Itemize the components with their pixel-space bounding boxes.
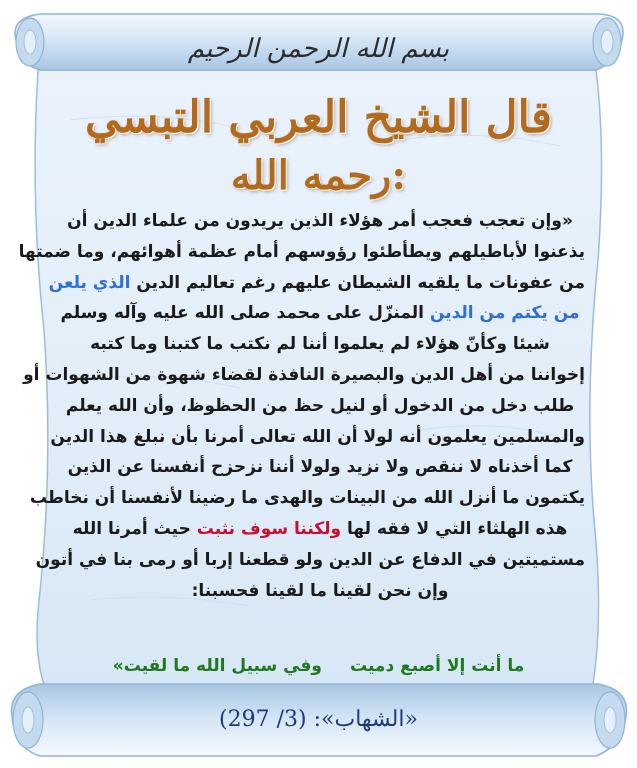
quote-segment: حيث أمرنا الله (72, 518, 191, 539)
quote-line (55, 298, 585, 329)
quote-line (55, 514, 585, 545)
quote-highlight-red: ولكننا سوف نثبت (196, 518, 342, 539)
quote-segment: من عفونات ما يلقيه الشيطان عليهم رغم تعاليم الدين (136, 272, 585, 293)
quote-segment: المنزّل على محمد صلى الله عليه وآله وسلم (60, 303, 424, 324)
quote-line: إخواننا من أهل الدين والبصيرة النافذة لقضاء شهوة من الشهوات أو (23, 364, 585, 385)
quote-line: كما أخذناه لا ننقص ولا نزيد ولولا أننا نزحزح أنفسنا عن الذين (67, 457, 573, 478)
verse-part-1: ما أنت إلا أصبع دميت (349, 656, 525, 676)
quote-line: وإن نحن لقينا ما لقينا فحسبنا: (191, 580, 449, 601)
title-line-2: رحمه الله: (230, 152, 407, 199)
basmala: بسم الله الرحمن الرحيم (187, 34, 450, 64)
quote-line: مستميتين في الدفاع عن الدين ولو قطعنا إربا أو رمى بنا في أتون (35, 549, 585, 570)
quote-highlight-blue: الذي يلعن (48, 272, 131, 293)
quote-line: والمسلمين يعلمون أنه لولا أن الله تعالى أمرنا بأن نبلغ هذا الدين (50, 426, 585, 447)
quote-highlight-blue: من يكتم من الدين (429, 303, 580, 324)
quote-line (48, 268, 585, 299)
quote-line: «وإن تعجب فعجب أمر هؤلاء الذين يريدون من علماء الدين أن (67, 211, 573, 231)
quote-line: يكتمون ما أنزل الله من البينات والهدى ما رضينا لأنفسنا أن نخاطب (29, 488, 585, 509)
quote-line: طلب دخل من الدخول أو لنيل حظ من الحظوظ، وأن الله يعلم (65, 395, 575, 416)
quote-line: يذعنوا لأباطيلهم ويطأطئوا رؤوسهم أمام عظمة أهوائهم، وما ضمتها (18, 241, 585, 262)
quote-line: شيئا وكأنّ هؤلاء لم يعلموا أننا لم نكتب ما كتبنا وما كتبه (90, 334, 550, 355)
verse-line (40, 652, 597, 680)
quote-segment: هذه الهلثاء التي لا فقه لها (347, 518, 568, 539)
title-line-1: قال الشيخ العربي التبسي (84, 92, 553, 143)
quote-body (18, 206, 585, 606)
verse-part-2: وفي سبيل الله ما لقيت» (112, 656, 322, 676)
source-citation: «الشهاب»: (3/ 297) (219, 707, 418, 732)
